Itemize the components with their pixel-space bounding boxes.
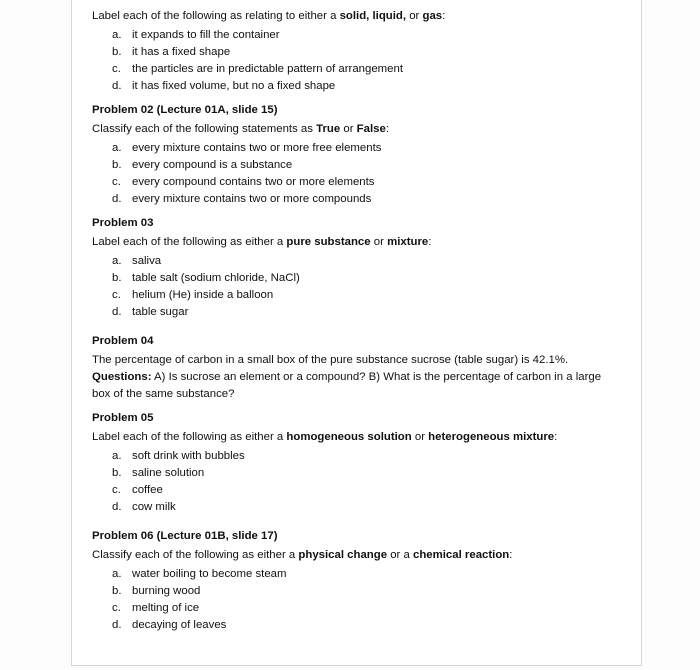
p06-post: : [509, 549, 513, 561]
problem-06-heading: Problem 06 (Lecture 01B, slide 17) [92, 530, 278, 542]
item-text: it has fixed volume, but no a fixed shape [132, 80, 336, 92]
item-letter: a. [112, 450, 122, 462]
item-text: table salt (sodium chloride, NaCl) [132, 272, 300, 284]
list-item [112, 174, 622, 191]
item-letter: c. [112, 63, 121, 75]
item-letter: a. [112, 29, 122, 41]
p03-prompt [92, 234, 622, 251]
list-item [112, 287, 622, 304]
item-letter: d. [112, 619, 122, 631]
p02-bold-2: False [356, 123, 386, 135]
list-item [112, 27, 622, 44]
item-letter: d. [112, 80, 122, 92]
problem-05-heading: Problem 05 [92, 412, 154, 424]
problem-03-heading: Problem 03 [92, 217, 154, 229]
item-text: the particles are in predictable pattern of arrangement [132, 63, 404, 75]
p04-questions [92, 369, 607, 403]
p03-bold-2: mixture [387, 236, 429, 248]
p04-questions-text: A) Is sucrose an element or a compound? B) What is the percentage of carbon in a large box of the same substance? [92, 371, 602, 400]
item-letter: b. [112, 467, 122, 479]
p05-prompt [92, 429, 622, 446]
item-letter: d. [112, 193, 122, 205]
item-letter: c. [112, 484, 121, 496]
item-text: burning wood [132, 585, 201, 597]
p02-bold-1: True [316, 123, 341, 135]
p06-prompt [92, 547, 622, 564]
item-text: cow milk [132, 501, 176, 513]
p02-prompt-text: Classify each of the following statements as [92, 123, 317, 135]
p03-post: : [428, 236, 432, 248]
item-text: it expands to fill the container [132, 29, 280, 41]
list-item [112, 583, 622, 600]
item-letter: b. [112, 585, 122, 597]
list-item [112, 566, 622, 583]
list-item [112, 600, 622, 617]
item-letter: d. [112, 306, 122, 318]
list-item [112, 253, 622, 270]
item-text: every mixture contains two or more free elements [132, 142, 382, 154]
q1-prompt-text: Label each of the following as relating to either a [92, 10, 340, 22]
p05-mid: or [411, 431, 429, 443]
problem-04-heading: Problem 04 [92, 335, 154, 347]
list-item [112, 140, 622, 157]
q1-post: : [442, 10, 446, 22]
p03-mid: or [370, 236, 388, 248]
p02-prompt [92, 121, 622, 138]
p06-list [92, 566, 622, 634]
q1-list [92, 27, 622, 95]
item-text: helium (He) inside a balloon [132, 289, 274, 301]
item-letter: b. [112, 159, 122, 171]
p03-list [92, 253, 622, 321]
item-letter: a. [112, 568, 122, 580]
q1-bold-2: gas [422, 10, 443, 22]
item-text: saline solution [132, 467, 205, 479]
p03-bold-1: pure substance [286, 236, 371, 248]
item-letter: a. [112, 142, 122, 154]
list-item [112, 448, 622, 465]
p05-bold-2: heterogeneous mixture [428, 431, 555, 443]
list-item [112, 44, 622, 61]
item-text: every compound is a substance [132, 159, 293, 171]
item-letter: c. [112, 289, 121, 301]
q1-mid: or [406, 10, 423, 22]
item-letter: c. [112, 602, 121, 614]
item-letter: d. [112, 501, 122, 513]
list-item [112, 191, 622, 208]
item-text: melting of ice [132, 602, 200, 614]
item-text: table sugar [132, 306, 189, 318]
item-text: every compound contains two or more elements [132, 176, 375, 188]
item-text: decaying of leaves [132, 619, 227, 631]
p03-prompt-text: Label each of the following as either a [92, 236, 287, 248]
item-text: soft drink with bubbles [132, 450, 245, 462]
item-letter: c. [112, 176, 121, 188]
list-item [112, 61, 622, 78]
p05-list [92, 448, 622, 516]
p06-mid: or a [387, 549, 414, 561]
list-item [112, 465, 622, 482]
q1-bold-1: solid, liquid, [339, 10, 407, 22]
list-item [112, 304, 622, 321]
item-letter: a. [112, 255, 122, 267]
item-text: coffee [132, 484, 163, 496]
item-text: saliva [132, 255, 162, 267]
item-text: every mixture contains two or more compounds [132, 193, 372, 205]
item-letter: b. [112, 272, 122, 284]
problem-02-heading: Problem 02 (Lecture 01A, slide 15) [92, 104, 278, 116]
p02-mid: or [340, 123, 357, 135]
p05-prompt-text: Label each of the following as either a [92, 431, 287, 443]
list-item [112, 499, 622, 516]
p04-statement: The percentage of carbon in a small box of the pure substance sucrose (table sugar) is 42.1%. [92, 354, 569, 366]
p05-bold-1: homogeneous solution [286, 431, 412, 443]
item-letter: b. [112, 46, 122, 58]
list-item [112, 270, 622, 287]
q1-prompt [92, 8, 622, 25]
item-text: water boiling to become steam [132, 568, 287, 580]
item-text: it has a fixed shape [132, 46, 231, 58]
p04-questions-label: Questions: [92, 371, 152, 383]
p06-prompt-text: Classify each of the following as either a [92, 549, 299, 561]
list-item [112, 482, 622, 499]
p02-list [92, 140, 622, 208]
list-item [112, 617, 622, 634]
list-item [112, 157, 622, 174]
p06-bold-2: chemical reaction [413, 549, 510, 561]
p02-post: : [385, 123, 389, 135]
list-item [112, 78, 622, 95]
p06-bold-1: physical change [298, 549, 388, 561]
document-content [92, 8, 622, 634]
p05-post: : [554, 431, 558, 443]
